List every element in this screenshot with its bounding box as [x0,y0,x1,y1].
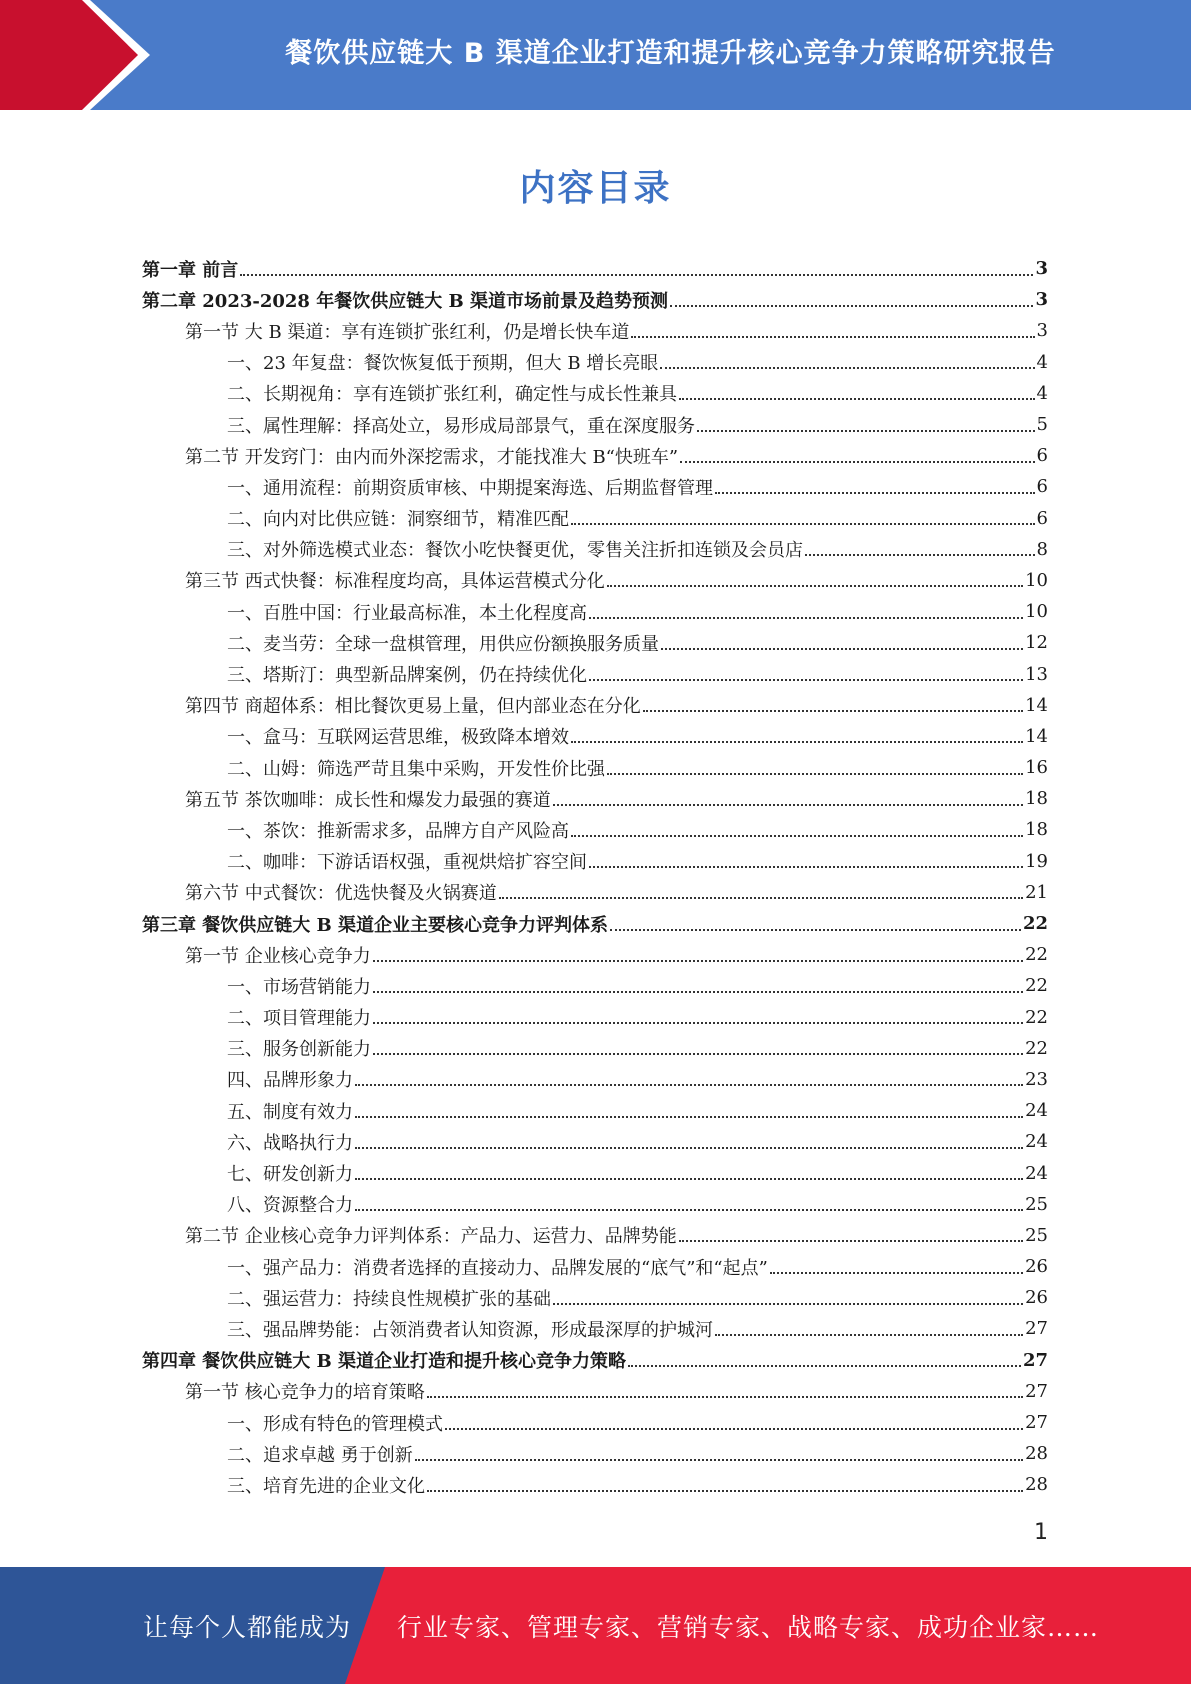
toc-entry-page: 26 [1025,1256,1048,1278]
toc-entry-title: 三、对外筛选模式业态：餐饮小吃快餐更优，零售关注折扣连锁及会员店 [227,540,803,562]
header-arrow-decoration [0,0,150,110]
toc-dot-leader [643,710,1023,712]
toc-dot-leader [661,648,1023,650]
toc-entry-title: 第三节 西式快餐：标准程度均高，具体运营模式分化 [185,571,605,593]
toc-entry[interactable] [142,1220,1048,1251]
toc-entry[interactable] [142,1469,1048,1500]
toc-dot-leader [373,960,1023,962]
toc-entry[interactable] [142,846,1048,877]
toc-entry[interactable] [142,1438,1048,1469]
toc-entry[interactable] [142,503,1048,534]
toc-entry-title: 第三章 餐饮供应链大 B 渠道企业主要核心竞争力评判体系 [142,914,609,936]
toc-entry-page: 5 [1036,414,1048,436]
toc-entry-page: 19 [1025,850,1048,872]
toc-dot-leader [631,336,1034,338]
toc-entry-page: 25 [1025,1193,1048,1215]
toc-entry-page: 27 [1025,1412,1048,1434]
toc-entry-title: 二、山姆：筛选严苛且集中采购，开发性价比强 [227,758,605,780]
toc-entry-page: 22 [1022,913,1048,935]
toc-dot-leader [607,585,1023,587]
toc-entry-title: 第二节 企业核心竞争力评判体系：产品力、运营力、品牌势能 [185,1226,677,1248]
toc-entry[interactable] [142,627,1048,658]
toc-entry-title: 二、咖啡：下游话语权强，重视烘焙扩容空间 [227,852,587,874]
toc-entry-page: 27 [1025,1318,1048,1340]
toc-entry[interactable] [142,970,1048,1001]
toc-entry-title: 三、强品牌势能：占领消费者认知资源，形成最深厚的护城河 [227,1319,713,1341]
toc-entry-title: 第二章 2023-2028 年餐饮供应链大 B 渠道市场前景及趋势预测 [142,290,668,312]
toc-dot-leader [355,1116,1023,1118]
toc-entry-page: 4 [1036,382,1048,404]
toc-entry-title: 一、茶饮：推新需求多，品牌方自产风险高 [227,820,569,842]
toc-dot-leader [697,430,1035,432]
toc-entry[interactable] [142,939,1048,970]
toc-dot-leader [415,1459,1023,1461]
toc-dot-leader [805,554,1035,556]
toc-entry[interactable] [142,284,1048,315]
toc-dot-leader [680,461,1034,463]
toc-dot-leader [240,274,1033,276]
toc-entry-title: 六、战略执行力 [227,1132,353,1154]
toc-entry[interactable] [142,440,1048,471]
toc-entry[interactable] [142,347,1048,378]
toc-dot-leader [589,866,1023,868]
toc-entry[interactable] [142,877,1048,908]
toc-entry-title: 第一节 企业核心竞争力 [185,945,371,967]
toc-dot-leader [373,1022,1023,1024]
toc-dot-leader [628,1365,1021,1367]
toc-entry-title: 一、强产品力：消费者选择的直接动力、品牌发展的“底气”和“起点” [227,1257,768,1279]
toc-entry-page: 22 [1025,975,1048,997]
toc-entry-page: 14 [1025,694,1048,716]
toc-dot-leader [553,1303,1023,1305]
toc-entry-title: 七、研发创新力 [227,1164,353,1186]
toc-entry[interactable] [142,253,1048,284]
toc-entry[interactable] [142,1064,1048,1095]
toc-entry-title: 一、百胜中国：行业最高标准，本土化程度高 [227,602,587,624]
toc-entry-page: 3 [1035,258,1048,280]
toc-entry[interactable] [142,1002,1048,1033]
toc-entry-title: 四、品牌形象力 [227,1070,353,1092]
toc-entry-page: 25 [1025,1224,1048,1246]
toc-entry-title: 第四章 餐饮供应链大 B 渠道企业打造和提升核心竞争力策略 [142,1351,627,1373]
toc-entry[interactable] [142,315,1048,346]
report-title: 餐饮供应链大 B 渠道企业打造和提升核心竞争力策略研究报告 [285,37,1056,69]
toc-entry-page: 18 [1025,819,1048,841]
toc-entry-page: 24 [1025,1100,1048,1122]
toc-dot-leader [610,929,1021,931]
toc-dot-leader [607,773,1023,775]
toc-entry-title: 五、制度有效力 [227,1101,353,1123]
toc-entry-page: 23 [1025,1068,1048,1090]
toc-entry-title: 一、通用流程：前期资质审核、中期提案海选、后期监督管理 [227,477,713,499]
toc-dot-leader [427,1490,1023,1492]
toc-entry-title: 二、长期视角：享有连锁扩张红利，确定性与成长性兼具 [227,384,677,406]
toc-entry-page: 6 [1036,445,1048,467]
toc-entry[interactable] [142,534,1048,565]
toc-entry-page: 27 [1025,1380,1048,1402]
toc-dot-leader [679,1240,1023,1242]
toc-dot-leader [715,1334,1023,1336]
toc-entry[interactable] [142,1345,1048,1376]
toc-entry[interactable] [142,1313,1048,1344]
toc-dot-leader [427,1396,1023,1398]
toc-dot-leader [571,523,1035,525]
toc-entry-title: 二、强运营力：持续良性规模扩张的基础 [227,1288,551,1310]
toc-dot-leader [373,991,1023,993]
toc-entry-title: 三、服务创新能力 [227,1039,371,1061]
toc-entry[interactable] [142,721,1048,752]
toc-entry[interactable] [142,1407,1048,1438]
toc-entry[interactable] [142,1189,1048,1220]
toc-entry-page: 10 [1025,569,1048,591]
toc-entry-title: 一、形成有特色的管理模式 [227,1413,443,1435]
toc-entry[interactable] [142,1376,1048,1407]
toc-entry-title: 第一节 大 B 渠道：享有连锁扩张红利，仍是增长快车道 [185,321,630,343]
toc-entry[interactable] [142,471,1048,502]
toc-entry-page: 4 [1036,351,1048,373]
toc-entry-title: 第五节 茶饮咖啡：成长性和爆发力最强的赛道 [185,789,551,811]
toc-dot-leader [715,492,1035,494]
toc-entry-page: 10 [1025,601,1048,623]
toc-entry-title: 二、追求卓越 勇于创新 [227,1444,413,1466]
toc-entry-title: 三、属性理解：择高处立，易形成局部景气，重在深度服务 [227,415,695,437]
toc-entry[interactable] [142,908,1048,939]
toc-entry-title: 一、盒马：互联网运营思维，极致降本增效 [227,727,569,749]
toc-dot-leader [660,367,1034,369]
toc-dot-leader [553,804,1023,806]
toc-entry[interactable] [142,596,1048,627]
toc-entry-page: 18 [1025,788,1048,810]
toc-entry-page: 14 [1025,725,1048,747]
toc-entry-page: 3 [1035,289,1048,311]
toc-dot-leader [445,1428,1023,1430]
toc-entry-page: 21 [1025,881,1048,903]
toc-entry[interactable] [142,783,1048,814]
toc-entry[interactable] [142,814,1048,845]
toc-entry-page: 22 [1025,1037,1048,1059]
toc-entry-page: 26 [1025,1287,1048,1309]
toc-entry-page: 3 [1036,320,1048,342]
toc-entry-page: 28 [1025,1474,1048,1496]
toc-dot-leader [589,679,1023,681]
toc-entry-title: 第一章 前言 [142,259,239,281]
toc-entry-title: 三、培育先进的企业文化 [227,1475,425,1497]
toc-entry[interactable] [142,409,1048,440]
toc-list [142,253,1048,1501]
toc-entry-title: 一、市场营销能力 [227,976,371,998]
page-number: 1 [1034,1520,1048,1545]
toc-entry-title: 第二节 开发窍门：由内而外深挖需求，才能找准大 B“快班车” [185,446,679,468]
toc-entry-page: 8 [1036,538,1048,560]
toc-entry-page: 13 [1025,663,1048,685]
toc-entry[interactable] [142,752,1048,783]
toc-entry-page: 6 [1036,476,1048,498]
toc-dot-leader [355,1178,1023,1180]
toc-dot-leader [670,305,1034,307]
toc-entry-page: 6 [1036,507,1048,529]
toc-entry-title: 二、项目管理能力 [227,1008,371,1030]
toc-entry[interactable] [142,378,1048,409]
toc-entry[interactable] [142,1282,1048,1313]
toc-entry-title: 第六节 中式餐饮：优选快餐及火锅赛道 [185,883,497,905]
toc-entry-title: 八、资源整合力 [227,1195,353,1217]
footer-slogan-right: 行业专家、管理专家、营销专家、战略专家、成功企业家…… [397,1612,1100,1642]
toc-entry[interactable] [142,658,1048,689]
toc-entry-page: 28 [1025,1443,1048,1465]
toc-entry-title: 二、向内对比供应链：洞察细节，精准匹配 [227,509,569,531]
toc-dot-leader [499,897,1023,899]
footer-slogan-left: 让每个人都能成为 [143,1612,352,1642]
toc-entry[interactable] [142,565,1048,596]
toc-entry[interactable] [142,1126,1048,1157]
toc-entry-title: 三、塔斯汀：典型新品牌案例，仍在持续优化 [227,665,587,687]
toc-dot-leader [571,741,1023,743]
toc-dot-leader [355,1084,1023,1086]
toc-dot-leader [355,1209,1023,1211]
toc-entry[interactable] [142,1251,1048,1282]
toc-entry-title: 第一节 核心竞争力的培育策略 [185,1382,425,1404]
toc-dot-leader [589,617,1023,619]
toc-entry-page: 24 [1025,1162,1048,1184]
toc-entry[interactable] [142,1033,1048,1064]
toc-entry-page: 22 [1025,944,1048,966]
toc-entry-title: 二、麦当劳：全球一盘棋管理，用供应份额换服务质量 [227,633,659,655]
toc-entry-title: 一、23 年复盘：餐饮恢复低于预期，但大 B 增长亮眼 [227,353,659,375]
toc-heading: 内容目录 [519,168,672,209]
toc-entry-page: 16 [1025,757,1048,779]
toc-entry-page: 12 [1025,632,1048,654]
toc-entry[interactable] [142,690,1048,721]
toc-entry-page: 22 [1025,1006,1048,1028]
toc-dot-leader [373,1053,1023,1055]
toc-dot-leader [770,1272,1023,1274]
toc-entry[interactable] [142,1095,1048,1126]
toc-dot-leader [355,1147,1023,1149]
toc-entry[interactable] [142,1157,1048,1188]
toc-entry-page: 24 [1025,1131,1048,1153]
toc-entry-title: 第四节 商超体系：相比餐饮更易上量，但内部业态在分化 [185,696,641,718]
toc-dot-leader [679,398,1035,400]
toc-entry-page: 27 [1022,1349,1048,1371]
toc-dot-leader [571,835,1023,837]
